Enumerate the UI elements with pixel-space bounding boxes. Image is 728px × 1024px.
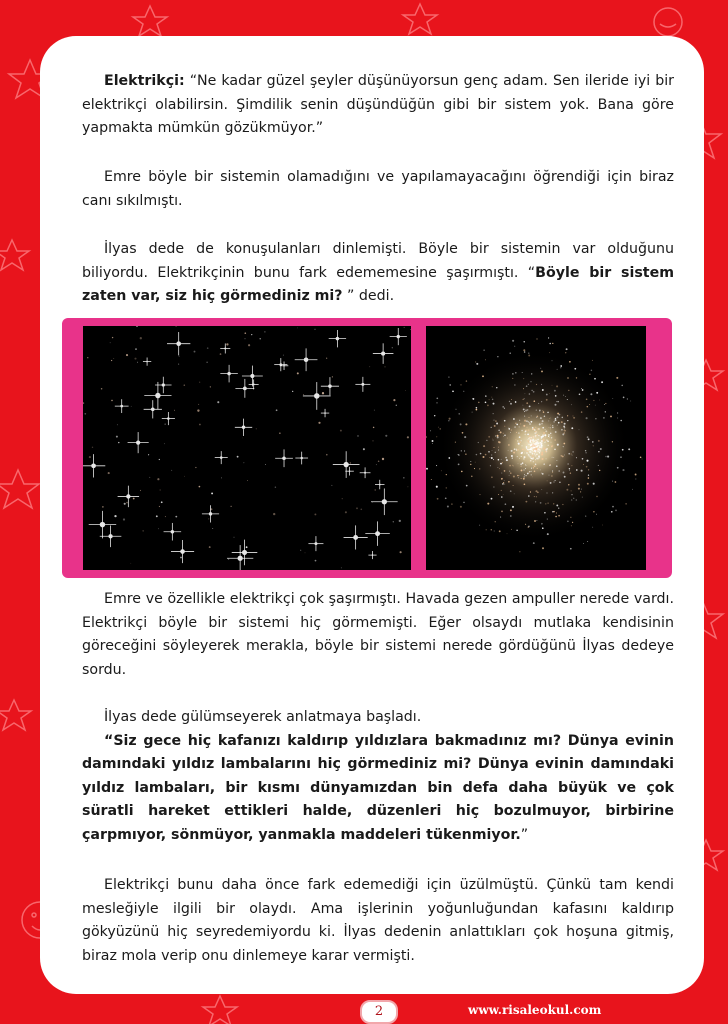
paragraph-text: İlyas dede de konuşulanları dinlemişti. Böyle bir sistemin var olduğunu biliyordu. Elektrikçinin bunu fark edememesine şaşırmıştı. “ [82,241,674,281]
speech-text: “Ne kadar güzel şeyler düşünüyorsun genç adam. Sen ileride iyi bir elektrikçi olabilirsin. Şimdilik senin düşündüğün gibi bir sistem yok. Bana göre yapmakta mümkün gözükmüyor.” [82,73,674,136]
speaker-label: Elektrikçi: [104,73,185,89]
paragraph-text: Emre böyle bir sistemin olamadığını ve yapılamayacağını öğrendiği için biraz canı sıkılmıştı. [82,169,674,209]
paragraph-text: Emre ve özellikle elektrikçi çok şaşırmıştı. Havada gezen ampuller nerede vardı. Elektrikçi böyle bir sistemi hiç görmemişti. Eğer olsaydı mutlaka kendisinin göreceğini söyleyerek merakla, böyle bir sistemi nerede gördüğünü İlyas dedeye sordu. [82,591,674,678]
bold-quote: “Siz gece hiç kafanızı kaldırıp yıldızlara bakmadınız mı? Dünya evinin damındaki yıldız lambalarını hiç görmediniz mi? Dünya evinin damındaki yıldız lambaları, bir kısmı dünyamızdan bin defa daha büyük ve çok süratli hareket ettikleri halde, düzenleri hiç bozulmuyor, birbirine çarpmıyor, sönmüyor, yanmakla maddeleri tükenmiyor. [82,732,674,843]
quote-close: ” [520,826,529,843]
image-frame [62,318,672,578]
intro-line: İlyas dede gülümseyerek anlatmaya başladı. [104,709,422,725]
paragraph-electrician-regret [82,874,674,968]
bold-quote: Böyle bir sistem zaten var, siz hiç görmediniz mi? [82,264,674,304]
page-number: 2 [360,1000,398,1024]
paragraph-ilyas-dede [82,238,674,309]
paragraph-electrician-speech [82,70,674,141]
star-field-photo [83,326,411,570]
paragraph-text: Elektrikçi bunu daha önce fark edemediği için üzülmüştü. Çünkü tam kendi mesleğiyle ilgili bir olaydı. Ama işlerinin yoğunluğundan kafasını kaldırıp gökyüzünü hiç seyredemiyordu ki. İlyas dedenin anlattıkları çok hoşuna gitmiş, biraz mola verip onu dinlemeye karar vermişti. [82,877,674,964]
paragraph-tail: ” dedi. [342,288,395,304]
paragraph-emre-disappointed [82,166,674,213]
paragraph-emre-surprised [82,588,674,682]
globular-cluster-photo [426,326,646,570]
website-url[interactable]: www.risaleokul.com [468,1003,602,1017]
paragraph-ilyas-explains [82,706,674,847]
